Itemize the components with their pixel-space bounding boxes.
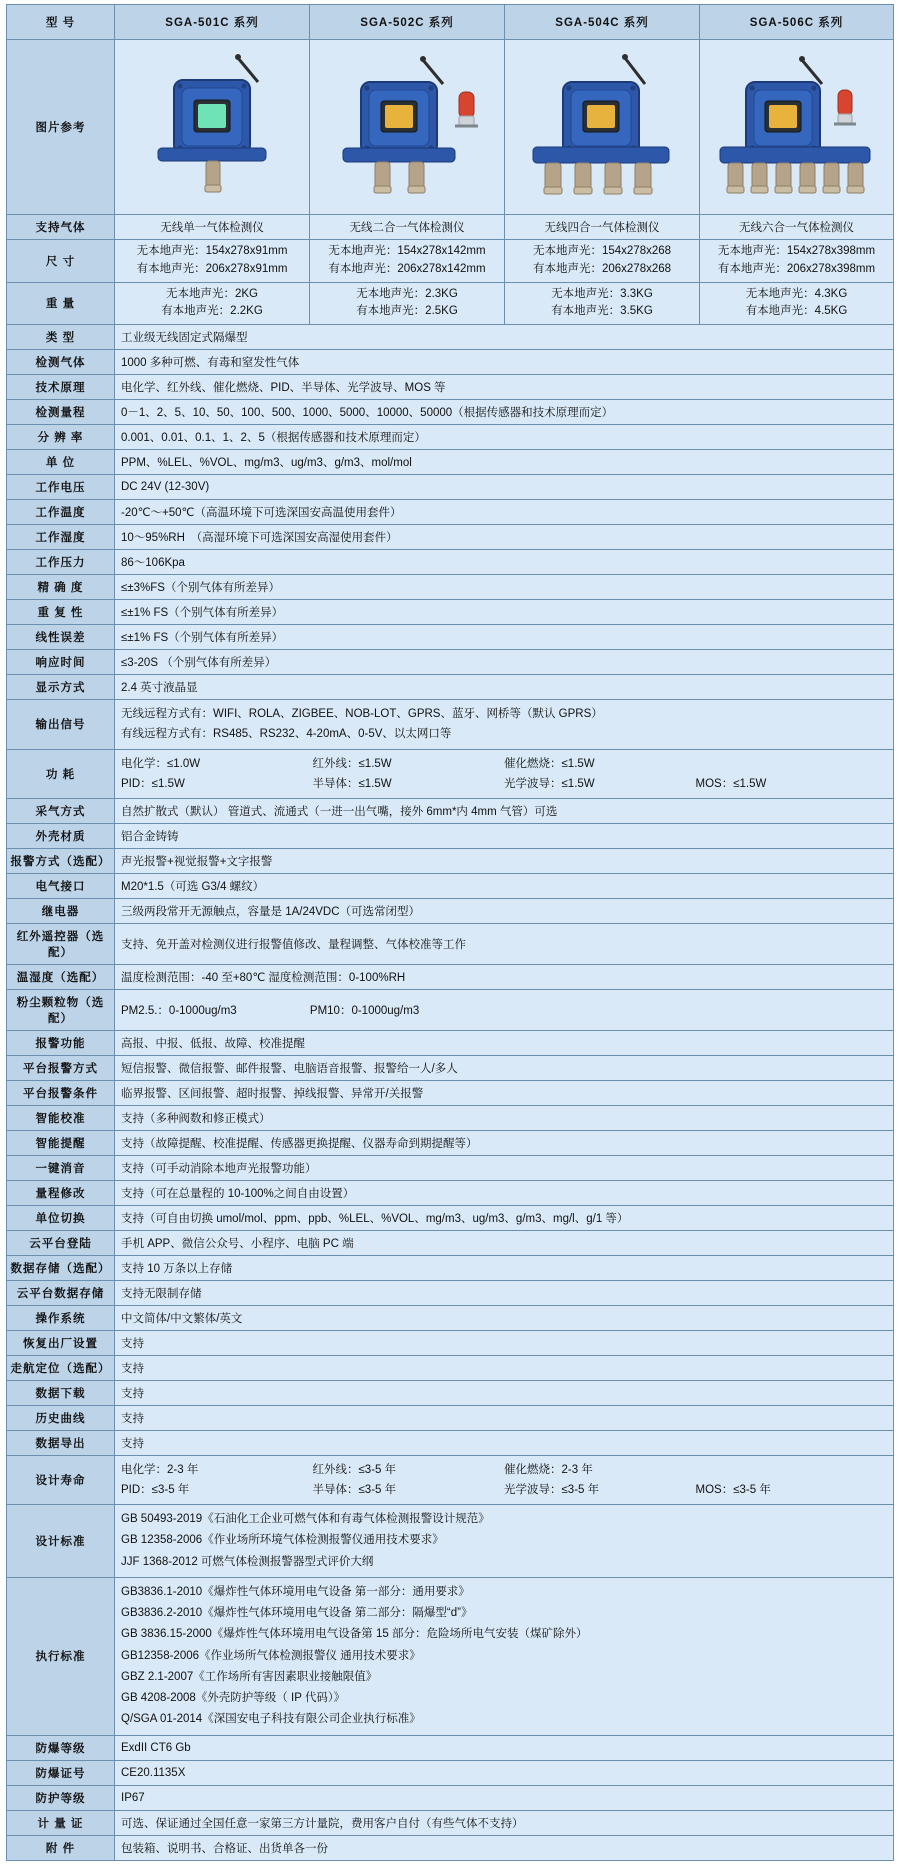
row-label-storage: 数据存储（选配）	[7, 1255, 115, 1280]
value-storage: 支持 10 万条以上存储	[115, 1255, 894, 1280]
weight-1-line2: 有本地声光：2.2KG	[161, 305, 263, 318]
value-dust	[115, 989, 894, 1030]
table-row-resolution	[7, 425, 894, 450]
model-name-3: SGA-504C 系列	[505, 5, 700, 40]
row-label-smart-cal: 智能校准	[7, 1105, 115, 1130]
row-label-accuracy: 精 确 度	[7, 575, 115, 600]
gas-support-4: 无线六合一气体检测仪	[700, 215, 894, 240]
value-voltage: DC 24V (12-30V)	[115, 475, 894, 500]
table-row-range	[7, 400, 894, 425]
weight-1-line1: 无本地声光：2KG	[165, 287, 258, 300]
life-semiconductor: 半导体：≤3-5 年	[312, 1483, 397, 1496]
table-row-linear	[7, 625, 894, 650]
row-label-smart-remind: 智能提醒	[7, 1130, 115, 1155]
value-display: 2.4 英寸液晶显	[115, 675, 894, 700]
table-row-response	[7, 650, 894, 675]
table-row-export	[7, 1430, 894, 1455]
size-2-line2: 有本地声光：206x278x142mm	[328, 262, 486, 275]
size-3	[505, 240, 700, 283]
row-label-size: 尺 寸	[7, 240, 115, 283]
detector-illustration-1-sensor	[117, 44, 307, 210]
table-row-range-modify	[7, 1180, 894, 1205]
table-row-ex-grade	[7, 1735, 894, 1760]
life-mos: MOS：≤3-5 年	[695, 1483, 771, 1496]
value-cloud-storage: 支持无限制存储	[115, 1280, 894, 1305]
value-cloud-login: 手机 APP、微信公众号、小程序、电脑 PC 端	[115, 1230, 894, 1255]
row-label-exec-std: 执行标准	[7, 1577, 115, 1735]
power-mos: MOS：≤1.5W	[695, 777, 767, 790]
row-label-alarm-mode: 报警方式（选配）	[7, 848, 115, 873]
table-row-alarm-func	[7, 1030, 894, 1055]
detector-svg-4	[507, 44, 697, 208]
value-linear: ≤±1% FS（个别气体有所差异）	[115, 625, 894, 650]
row-label-ex-cert: 防爆证号	[7, 1760, 115, 1785]
value-mute: 支持（可手动消除本地声光报警功能）	[115, 1155, 894, 1180]
weight-1	[115, 282, 310, 325]
gas-support-1: 无线单一气体检测仪	[115, 215, 310, 240]
power-spacer	[696, 754, 888, 774]
row-label-platform-alarm: 平台报警方式	[7, 1055, 115, 1080]
device-image-2	[310, 40, 505, 215]
table-row-model	[7, 5, 894, 40]
detector-svg-2	[317, 44, 497, 208]
value-exec-std	[115, 1577, 894, 1735]
table-row-shell	[7, 823, 894, 848]
row-label-history: 历史曲线	[7, 1405, 115, 1430]
value-alarm-mode: 声光报警+视觉报警+文字报警	[115, 848, 894, 873]
life-optical: 光学波导：≤3-5 年	[504, 1483, 600, 1496]
power-optical: 光学波导：≤1.5W	[504, 777, 595, 790]
table-row-humidity	[7, 525, 894, 550]
row-label-power: 功 耗	[7, 749, 115, 798]
value-gps: 支持	[115, 1355, 894, 1380]
value-smart-cal: 支持（多种阀数和修正模式）	[115, 1105, 894, 1130]
detector-illustration-4-sensor	[507, 44, 697, 210]
value-dust-pm25: PM2.5.：0-1000ug/m3	[121, 1004, 237, 1017]
row-label-platform-cond: 平台报警条件	[7, 1080, 115, 1105]
detector-illustration-6-sensor	[702, 44, 891, 210]
value-ip-grade: IP67	[115, 1785, 894, 1810]
weight-2-line2: 有本地声光：2.5KG	[356, 305, 458, 318]
exec-std-item-6: GB 4208-2008《外壳防护等级（ IP 代码）》	[121, 1692, 346, 1705]
size-2	[310, 240, 505, 283]
table-row-mute	[7, 1155, 894, 1180]
row-label-unit: 单 位	[7, 450, 115, 475]
row-label-principle: 技术原理	[7, 375, 115, 400]
table-row-display	[7, 675, 894, 700]
value-range: 0－1、2、5、10、50、100、500、1000、5000、10000、50000（根据传感器和技术原理而定）	[115, 400, 894, 425]
value-history: 支持	[115, 1405, 894, 1430]
weight-3-line2: 有本地声光：3.5KG	[551, 305, 653, 318]
value-sampling: 自然扩散式（默认） 管道式、流通式（一进一出气嘴，接外 6mm*内 4mm 气管）可选	[115, 798, 894, 823]
size-3-line1: 无本地声光：154x278x268	[532, 245, 672, 257]
table-row-type	[7, 325, 894, 350]
row-label-voltage: 工作电压	[7, 475, 115, 500]
row-label-range-modify: 量程修改	[7, 1180, 115, 1205]
value-accuracy: ≤±3%FS（个别气体有所差异）	[115, 575, 894, 600]
value-repeat: ≤±1% FS（个别气体有所差异）	[115, 600, 894, 625]
value-humidity: 10～95%RH （高湿环境下可选深国安高湿使用套件）	[115, 525, 894, 550]
value-relay: 三级两段常开无源触点，容量是 1A/24VDC（可选常闭型）	[115, 898, 894, 923]
device-image-3	[505, 40, 700, 215]
model-name-4: SGA-506C 系列	[700, 5, 894, 40]
row-label-life: 设计寿命	[7, 1455, 115, 1504]
value-ex-cert: CE20.1135X	[115, 1760, 894, 1785]
value-output	[115, 700, 894, 749]
row-label-os: 操作系统	[7, 1305, 115, 1330]
table-row-weight	[7, 282, 894, 325]
power-pid: PID：≤1.5W	[121, 777, 185, 790]
row-label-linear: 线性误差	[7, 625, 115, 650]
weight-4-line2: 有本地声光：4.5KG	[745, 305, 848, 318]
value-unit: PPM、%LEL、%VOL、mg/m3、ug/m3、g/m3、mol/mol	[115, 450, 894, 475]
weight-4	[700, 282, 894, 325]
exec-std-item-1: GB3836.1-2010《爆炸性气体环境用电气设备 第一部分：通用要求》	[121, 1585, 470, 1598]
power-echem: 电化学：≤1.0W	[121, 757, 201, 770]
value-temp: -20℃～+50℃（高温环境下可选深国安高温使用套件）	[115, 500, 894, 525]
row-label-model: 型 号	[7, 5, 115, 40]
table-row-unit-switch	[7, 1205, 894, 1230]
weight-2	[310, 282, 505, 325]
value-temp-hum: 温度检测范围：-40 至+80℃ 湿度检测范围：0-100%RH	[115, 964, 894, 989]
table-row-download	[7, 1380, 894, 1405]
row-label-cloud-storage: 云平台数据存储	[7, 1280, 115, 1305]
value-output-line1: 无线远程方式有：WIFI、ROLA、ZIGBEE、NOB-LOT、GPRS、蓝牙、网桥等（默认 GPRS）	[121, 708, 603, 721]
table-row-repeat	[7, 600, 894, 625]
table-row-accuracy	[7, 575, 894, 600]
row-label-relay: 继电器	[7, 898, 115, 923]
table-row-temp	[7, 500, 894, 525]
row-label-type: 类 型	[7, 325, 115, 350]
value-alarm-func: 高报、中报、低报、故障、校准提醒	[115, 1030, 894, 1055]
table-row-pressure	[7, 550, 894, 575]
table-row-metering	[7, 1810, 894, 1835]
value-power	[115, 749, 894, 798]
design-std-item-1: GB 50493-2019《石油化工企业可燃气体和有毒气体检测报警设计规范》	[121, 1513, 490, 1525]
row-label-ex-grade: 防爆等级	[7, 1735, 115, 1760]
power-infrared: 红外线：≤1.5W	[312, 757, 392, 770]
value-factory-reset: 支持	[115, 1330, 894, 1355]
table-row-detect-gas	[7, 350, 894, 375]
size-4-line2: 有本地声光：206x278x398mm	[717, 262, 876, 275]
weight-3	[505, 282, 700, 325]
power-semiconductor: 半导体：≤1.5W	[312, 777, 392, 790]
table-row-factory-reset	[7, 1330, 894, 1355]
table-row-port	[7, 873, 894, 898]
table-row-ir-remote	[7, 923, 894, 964]
table-row-gas-support	[7, 215, 894, 240]
value-life	[115, 1455, 894, 1504]
value-download: 支持	[115, 1380, 894, 1405]
value-range-modify: 支持（可在总量程的 10-100%之间自由设置）	[115, 1180, 894, 1205]
value-principle: 电化学、红外线、催化燃烧、PID、半导体、光学波导、MOS 等	[115, 375, 894, 400]
row-label-temp-hum: 温湿度（选配）	[7, 964, 115, 989]
row-label-factory-reset: 恢复出厂设置	[7, 1330, 115, 1355]
life-catalytic: 催化燃烧：2-3 年	[504, 1463, 593, 1476]
row-label-metering: 计 量 证	[7, 1810, 115, 1835]
value-port: M20*1.5（可选 G3/4 螺纹）	[115, 873, 894, 898]
row-label-alarm-func: 报警功能	[7, 1030, 115, 1055]
value-type: 工业级无线固定式隔爆型	[115, 325, 894, 350]
detector-svg-1	[122, 44, 302, 208]
table-row-sampling	[7, 798, 894, 823]
row-label-mute: 一键消音	[7, 1155, 115, 1180]
size-1-line2: 有本地声光：206x278x91mm	[136, 262, 288, 275]
table-row-exec-std	[7, 1577, 894, 1735]
table-row-ip-grade	[7, 1785, 894, 1810]
detector-svg-6	[702, 44, 892, 208]
exec-std-item-2: GB3836.2-2010《爆炸性气体环境用电气设备 第二部分：隔爆型“d”》	[121, 1607, 473, 1620]
row-label-range: 检测量程	[7, 400, 115, 425]
value-shell: 铝合金铸铸	[115, 823, 894, 848]
row-label-resolution: 分 辨 率	[7, 425, 115, 450]
life-echem: 电化学：2-3 年	[121, 1463, 199, 1476]
table-row-platform-cond	[7, 1080, 894, 1105]
model-name-2: SGA-502C 系列	[310, 5, 505, 40]
row-label-image: 图片参考	[7, 40, 115, 215]
exec-std-item-5: GBZ 2.1-2007《工作场所有害因素职业接触限值》	[121, 1670, 378, 1683]
size-4	[700, 240, 894, 283]
table-row-size	[7, 240, 894, 283]
life-spacer	[696, 1460, 888, 1480]
life-line2	[121, 1480, 887, 1500]
table-row-platform-alarm	[7, 1055, 894, 1080]
design-std-item-2: GB 12358-2006《作业场所环境气体检测报警仪通用技术要求》	[121, 1534, 444, 1547]
value-accessory: 包装箱、说明书、合格证、出货单各一份	[115, 1835, 894, 1860]
life-line1	[121, 1460, 887, 1480]
exec-std-item-7: Q/SGA 01-2014《深国安电子科技有限公司企业执行标准》	[121, 1713, 421, 1726]
value-ir-remote: 支持、免开盖对检测仪进行报警值修改、量程调整、气体校准等工作	[115, 923, 894, 964]
weight-4-line1: 无本地声光：4.3KG	[745, 287, 848, 300]
model-name-1: SGA-501C 系列	[115, 5, 310, 40]
value-unit-switch: 支持（可自由切换 umol/mol、ppm、ppb、%LEL、%VOL、mg/m3、ug/m3、g/m3、mg/l、g/1 等）	[115, 1205, 894, 1230]
size-1-line1: 无本地声光：154x278x91mm	[136, 245, 288, 257]
power-catalytic: 催化燃烧：≤1.5W	[504, 757, 595, 770]
table-row-image	[7, 40, 894, 215]
table-row-smart-cal	[7, 1105, 894, 1130]
row-label-cloud-login: 云平台登陆	[7, 1230, 115, 1255]
row-label-ir-remote: 红外遥控器（选配）	[7, 923, 115, 964]
row-label-export: 数据导出	[7, 1430, 115, 1455]
row-label-temp: 工作温度	[7, 500, 115, 525]
value-output-line2: 有线远程方式有：RS485、RS232、4-20mA、0-5V、以太网口等	[121, 728, 452, 741]
power-line2	[121, 774, 887, 794]
value-smart-remind: 支持（故障提醒、校准提醒、传感器更换提醒、仪器寿命到期提醒等）	[115, 1130, 894, 1155]
row-label-detect-gas: 检测气体	[7, 350, 115, 375]
row-label-gas-support: 支持气体	[7, 215, 115, 240]
detector-illustration-2-sensor	[312, 44, 502, 210]
table-row-smart-remind	[7, 1130, 894, 1155]
life-pid: PID：≤3-5 年	[121, 1483, 190, 1496]
row-label-display: 显示方式	[7, 675, 115, 700]
row-label-dust: 粉尘颗粒物（选配）	[7, 989, 115, 1030]
table-row-relay	[7, 898, 894, 923]
row-label-ip-grade: 防护等级	[7, 1785, 115, 1810]
row-label-repeat: 重 复 性	[7, 600, 115, 625]
value-response: ≤3-20S （个别气体有所差异）	[115, 650, 894, 675]
size-2-line1: 无本地声光：154x278x142mm	[328, 245, 486, 257]
table-row-cloud-login	[7, 1230, 894, 1255]
weight-2-line1: 无本地声光：2.3KG	[356, 287, 458, 300]
table-row-life	[7, 1455, 894, 1504]
row-label-download: 数据下载	[7, 1380, 115, 1405]
value-platform-cond: 临界报警、区间报警、超时报警、掉线报警、异常开/关报警	[115, 1080, 894, 1105]
device-image-1	[115, 40, 310, 215]
table-row-dust	[7, 989, 894, 1030]
row-label-unit-switch: 单位切换	[7, 1205, 115, 1230]
table-row-gps	[7, 1355, 894, 1380]
power-line1	[121, 754, 887, 774]
value-dust-pm10: PM10：0-1000ug/m3	[309, 1004, 420, 1017]
table-row-temp-hum	[7, 964, 894, 989]
row-label-design-std: 设计标准	[7, 1505, 115, 1578]
size-1	[115, 240, 310, 283]
table-row-os	[7, 1305, 894, 1330]
row-label-sampling: 采气方式	[7, 798, 115, 823]
gas-support-2: 无线二合一气体检测仪	[310, 215, 505, 240]
row-label-weight: 重 量	[7, 282, 115, 325]
table-row-alarm-mode	[7, 848, 894, 873]
table-row-design-std	[7, 1505, 894, 1578]
table-row-history	[7, 1405, 894, 1430]
table-row-accessory	[7, 1835, 894, 1860]
row-label-gps: 走航定位（选配）	[7, 1355, 115, 1380]
row-label-shell: 外壳材质	[7, 823, 115, 848]
life-infrared: 红外线：≤3-5 年	[312, 1463, 397, 1476]
value-detect-gas: 1000 多种可燃、有毒和窒发性气体	[115, 350, 894, 375]
row-label-port: 电气接口	[7, 873, 115, 898]
row-label-humidity: 工作湿度	[7, 525, 115, 550]
value-pressure: 86～106Kpa	[115, 550, 894, 575]
value-resolution: 0.001、0.01、0.1、1、2、5（根据传感器和技术原理而定）	[115, 425, 894, 450]
table-row-principle	[7, 375, 894, 400]
weight-3-line1: 无本地声光：3.3KG	[551, 287, 653, 300]
table-row-ex-cert	[7, 1760, 894, 1785]
design-std-item-3: JJF 1368-2012 可燃气体检测报警器型式评价大纲	[121, 1555, 374, 1568]
row-label-pressure: 工作压力	[7, 550, 115, 575]
table-row-storage	[7, 1255, 894, 1280]
size-4-line1: 无本地声光：154x278x398mm	[717, 245, 876, 257]
value-os: 中文简体/中文繁体/英文	[115, 1305, 894, 1330]
value-platform-alarm: 短信报警、微信报警、邮件报警、电脑语音报警、报警给一人/多人	[115, 1055, 894, 1080]
row-label-output: 输出信号	[7, 700, 115, 749]
device-image-4	[700, 40, 894, 215]
value-export: 支持	[115, 1430, 894, 1455]
exec-std-item-4: GB12358-2006《作业场所气体检测报警仪 通用技术要求》	[121, 1649, 421, 1662]
table-row-output	[7, 700, 894, 749]
table-row-unit	[7, 450, 894, 475]
exec-std-item-3: GB 3836.15-2000《爆炸性气体环境用电气设备第 15 部分：危险场所电气安装（煤矿除外）	[121, 1628, 588, 1641]
table-row-cloud-storage	[7, 1280, 894, 1305]
table-row-voltage	[7, 475, 894, 500]
spec-table	[6, 4, 894, 1861]
value-design-std	[115, 1505, 894, 1578]
row-label-response: 响应时间	[7, 650, 115, 675]
table-row-power	[7, 749, 894, 798]
gas-support-3: 无线四合一气体检测仪	[505, 215, 700, 240]
value-metering: 可选、保证通过全国任意一家第三方计量院，费用客户自付（有些气体不支持）	[115, 1810, 894, 1835]
row-label-accessory: 附 件	[7, 1835, 115, 1860]
value-ex-grade: ExdII CT6 Gb	[115, 1735, 894, 1760]
size-3-line2: 有本地声光：206x278x268	[532, 262, 672, 275]
